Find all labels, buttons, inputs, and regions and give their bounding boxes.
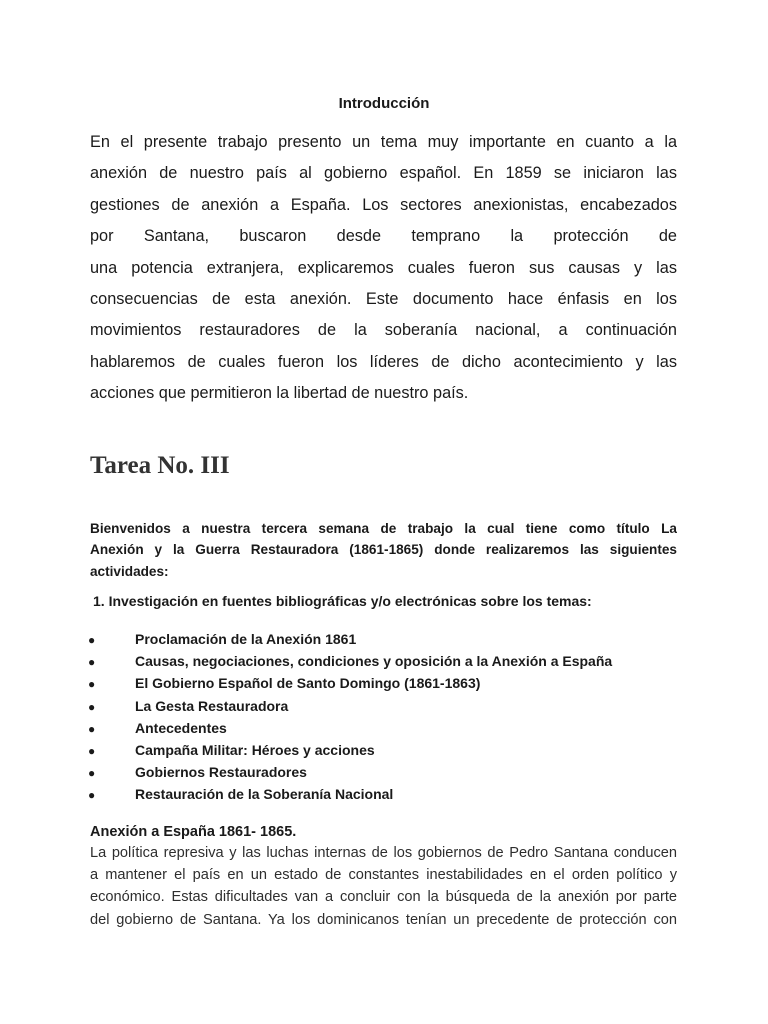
intro-line: una potencia extranjera, explicaremos cuales fueron sus causas y las [90, 258, 677, 277]
intro-paragraph [90, 127, 677, 410]
bullet-icon: ● [88, 721, 96, 736]
list-item-label: El Gobierno Español de Santo Domingo (1861-1863) [135, 675, 481, 692]
list-item [88, 761, 612, 783]
list-item-label: Causas, negociaciones, condiciones y oposición a la Anexión a España [135, 653, 613, 670]
welcome-line: actividades: [90, 563, 169, 579]
anexion-heading: Anexión a España 1861- 1865. [90, 824, 297, 840]
investigation-heading: 1. Investigación en fuentes bibliográficas y/o electrónicas sobre los temas: [93, 593, 592, 609]
list-item-label: Restauración de la Soberanía Nacional [135, 786, 394, 803]
bullet-icon: ● [88, 633, 96, 647]
anexion-line: del gobierno de Santana. Ya los dominicanos tenían un precedente de protección con [90, 911, 677, 928]
list-item [88, 739, 612, 761]
welcome-line: Anexión y la Guerra Restauradora (1861-1865) donde realizaremos las siguientes [90, 542, 677, 558]
topic-list [88, 628, 612, 806]
intro-line: consecuencias de esta anexión. Este documento hace énfasis en los [90, 289, 677, 308]
bullet-icon: ● [88, 788, 96, 803]
list-item-label: Antecedentes [135, 719, 227, 736]
bullet-icon: ● [88, 766, 96, 781]
list-item [88, 717, 612, 739]
list-item-label: La Gesta Restauradora [135, 697, 289, 714]
list-item [88, 650, 612, 672]
list-item [88, 783, 612, 805]
bullet-icon: ● [88, 699, 96, 714]
list-item-label: Gobiernos Restauradores [135, 764, 307, 781]
intro-line: acciones que permitieron la libertad de nuestro país. [90, 384, 469, 403]
anexion-line: La política represiva y las luchas internas de los gobiernos de Pedro Santana conducen [90, 845, 677, 861]
list-item-label: Campaña Militar: Héroes y acciones [135, 741, 375, 758]
intro-line: En el presente trabajo presento un tema muy importante en cuanto a la [90, 133, 677, 151]
bullet-icon: ● [88, 743, 96, 758]
tarea-heading: Tarea No. III [90, 452, 230, 479]
intro-line: movimientos restauradores de la soberanía nacional, a continuación [90, 321, 677, 340]
anexion-line: económico. Estas dificultades van a concluir con la búsqueda de la anexión por parte [90, 889, 677, 906]
intro-line: por Santana, buscaron desde temprano la protección de [90, 227, 677, 246]
anexion-line: a mantener el país en un estado de constantes inestabilidades en el orden político y [90, 867, 677, 884]
welcome-paragraph [90, 518, 677, 582]
intro-line: hablaremos de cuales fueron los líderes de dicho acontecimiento y las [90, 352, 677, 371]
list-item [88, 628, 612, 650]
intro-line: gestiones de anexión a España. Los sectores anexionistas, encabezados [90, 195, 677, 214]
list-item [88, 695, 612, 717]
welcome-line: Bienvenidos a nuestra tercera semana de trabajo la cual tiene como título La [90, 521, 677, 536]
bullet-icon: ● [88, 677, 96, 692]
anexion-paragraph [90, 842, 677, 931]
list-item-label: Proclamación de la Anexión 1861 [135, 631, 357, 647]
bullet-icon: ● [88, 655, 96, 670]
list-item [88, 672, 612, 694]
intro-line: anexión de nuestro país al gobierno español. En 1859 se iniciaron las [90, 164, 677, 183]
intro-title: Introducción [338, 95, 430, 112]
